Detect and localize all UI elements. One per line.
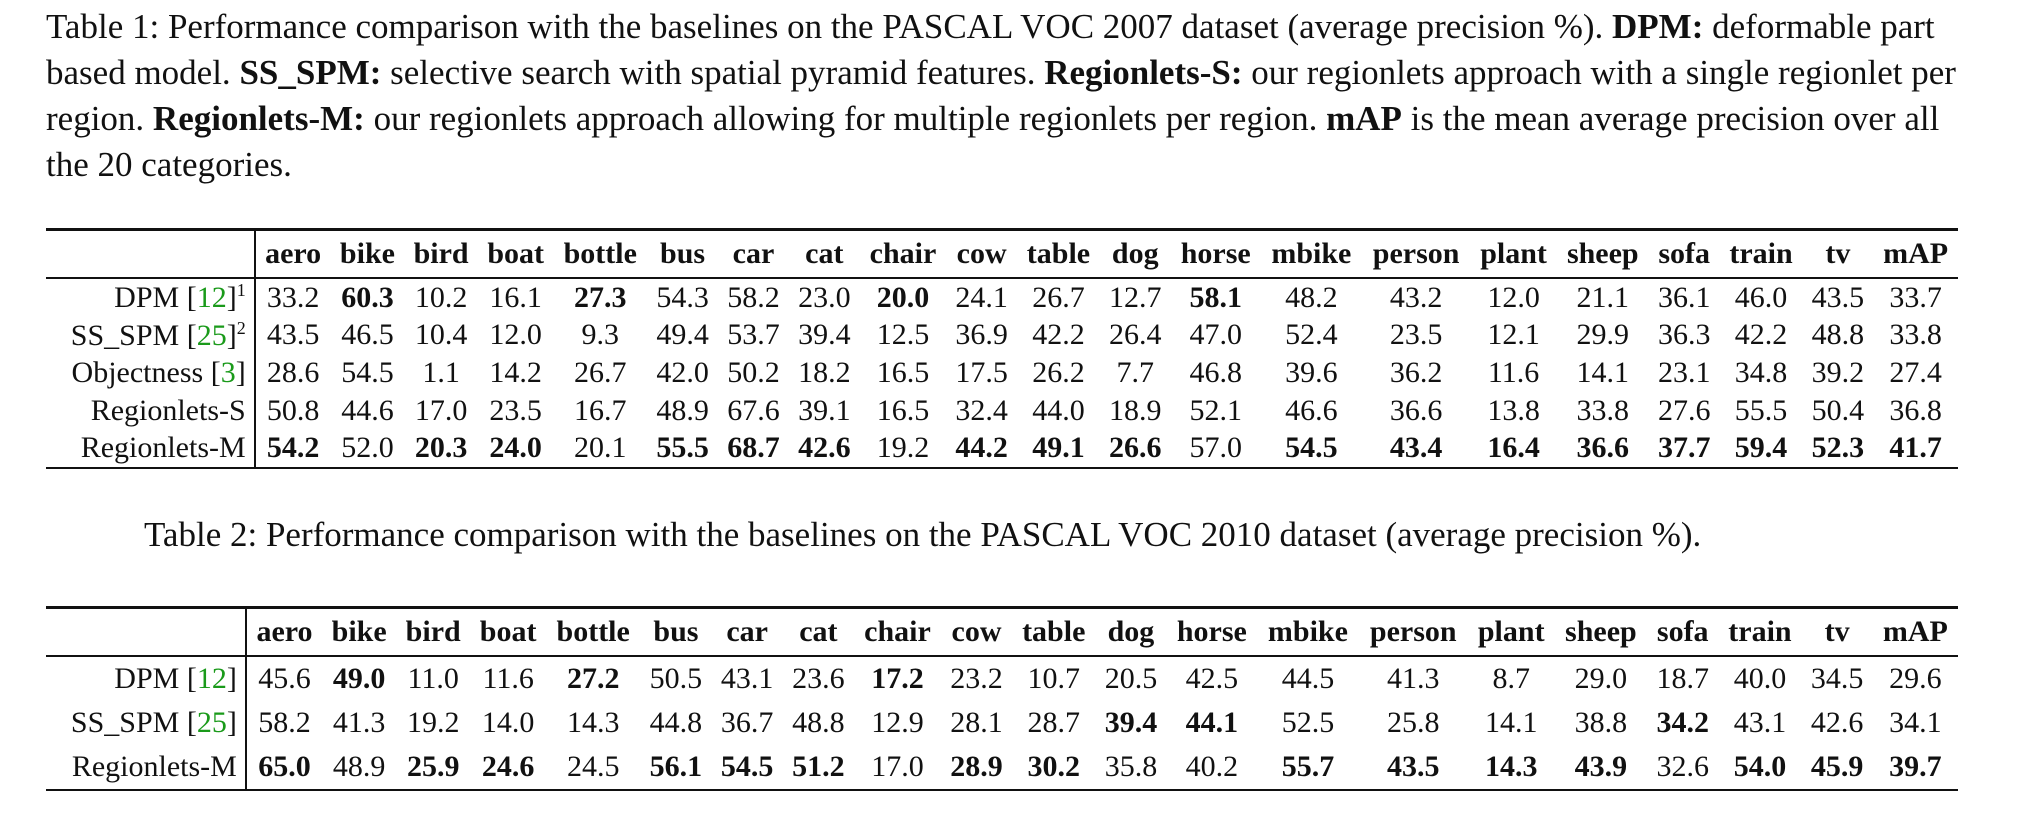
table-cell: 46.6 — [1285, 393, 1338, 427]
caption1-map-desc: is the mean average precision over all the 20 categories. — [46, 99, 1940, 184]
table-cell: 17.5 — [955, 355, 1008, 389]
table-cell: 12.0 — [1487, 280, 1540, 314]
column-header: boat — [470, 608, 546, 657]
table-cell: 52.5 — [1281, 706, 1335, 739]
table-cell: 50.2 — [727, 355, 780, 389]
column-header: plant — [1468, 608, 1555, 657]
table1-voc2007 — [46, 228, 1958, 469]
table-cell: 41.7 — [1889, 431, 1942, 465]
table-cell: 39.1 — [798, 393, 851, 427]
table-cell: 26.2 — [1032, 355, 1085, 389]
caption1-prefix: Table 1: Performance comparison with the baselines on the PASCAL VOC 2007 dataset (average precision %). — [46, 7, 1604, 46]
table-cell: 28.9 — [950, 750, 1003, 783]
table-cell: 58.2 — [727, 280, 780, 314]
table-cell: 24.5 — [566, 750, 620, 783]
column-header: cat — [789, 230, 860, 279]
table2-caption: Table 2: Performance comparison with the baselines on the PASCAL VOC 2010 dataset (average precision %). — [144, 515, 1702, 554]
table-cell: 58.1 — [1189, 280, 1242, 314]
table-cell: 54.5 — [341, 355, 394, 389]
table-cell: 48.8 — [1811, 318, 1865, 352]
table-cell: 47.0 — [1189, 318, 1242, 352]
table-cell: 50.4 — [1811, 393, 1865, 427]
table-cell: 23.2 — [950, 662, 1003, 695]
table-cell: 42.6 — [1810, 706, 1864, 739]
table-cell: 52.1 — [1189, 393, 1242, 427]
column-header: person — [1362, 230, 1470, 279]
table-cell: 24.6 — [481, 750, 535, 783]
column-header: cat — [783, 608, 854, 657]
column-header: mAP — [1873, 230, 1958, 279]
column-header: sofa — [1647, 608, 1718, 657]
table-cell: 20.5 — [1104, 662, 1158, 695]
table-cell: 67.6 — [727, 393, 780, 427]
column-header: train — [1718, 608, 1801, 657]
table-cell: 55.7 — [1281, 750, 1335, 783]
table-cell: 26.6 — [1109, 431, 1162, 465]
table-cell: 37.7 — [1657, 431, 1711, 465]
table-cell: 39.4 — [1104, 706, 1158, 739]
table-cell: 41.3 — [1387, 662, 1440, 695]
table-cell: 39.4 — [798, 318, 851, 352]
table-cell: 12.1 — [1487, 318, 1540, 352]
table-cell: 14.1 — [1484, 706, 1538, 739]
table-cell: 43.4 — [1389, 431, 1443, 465]
column-header: table — [1017, 230, 1100, 279]
table-cell: 49.0 — [332, 662, 386, 695]
table1-header-row — [46, 230, 1958, 279]
table-cell: 39.7 — [1889, 750, 1942, 783]
table-cell: 12.5 — [876, 318, 930, 352]
citation-ref: 25 — [196, 318, 227, 352]
table-cell: 51.2 — [792, 750, 845, 783]
table-cell: 27.4 — [1889, 355, 1942, 389]
table-cell: 45.6 — [258, 662, 311, 695]
column-header: boat — [478, 230, 553, 279]
column-header: dog — [1100, 230, 1171, 279]
method-name: SS_SPM — [70, 318, 180, 352]
table-cell: 1.1 — [422, 355, 460, 389]
table-cell: 16.5 — [876, 355, 930, 389]
table-cell: 50.5 — [649, 662, 703, 695]
column-header: sofa — [1649, 230, 1720, 279]
table-cell: 36.3 — [1657, 318, 1711, 352]
table-cell: 14.1 — [1576, 355, 1630, 389]
table-cell: 38.8 — [1574, 706, 1628, 739]
table-cell: 33.8 — [1889, 318, 1942, 352]
table-cell: 43.5 — [266, 318, 320, 352]
table-cell: 43.5 — [1811, 280, 1865, 314]
table-cell: 27.3 — [574, 280, 627, 314]
column-header: horse — [1171, 230, 1261, 279]
table-cell: 25.8 — [1387, 706, 1440, 739]
table-cell: 11.6 — [1487, 355, 1540, 389]
table-cell: 44.6 — [341, 393, 394, 427]
table-cell: 55.5 — [1734, 393, 1788, 427]
table-cell: 34.8 — [1734, 355, 1788, 389]
column-header: mbike — [1257, 608, 1359, 657]
table-cell: 42.0 — [656, 355, 709, 389]
table-cell: 35.8 — [1104, 750, 1158, 783]
method-name: Regionlets-S — [90, 393, 246, 427]
row-label: SS_SPM [25] — [46, 701, 246, 745]
table-cell: 50.8 — [266, 393, 320, 427]
table-cell: 7.7 — [1116, 355, 1155, 389]
table-cell: 43.5 — [1387, 750, 1440, 783]
column-header: bird — [404, 230, 478, 279]
table2-voc2010 — [46, 606, 1958, 791]
table-cell: 39.6 — [1285, 355, 1338, 389]
table-cell: 53.7 — [727, 318, 780, 352]
table-cell: 46.5 — [341, 318, 394, 352]
header-corner — [46, 608, 246, 657]
table-cell: 44.1 — [1185, 706, 1239, 739]
column-header: bus — [647, 230, 718, 279]
table-cell: 55.5 — [656, 431, 709, 465]
table-cell: 54.3 — [656, 280, 709, 314]
table-cell: 17.2 — [871, 662, 924, 695]
row-label: SS_SPM $[25]^2$ — [46, 317, 255, 355]
column-header: cow — [941, 608, 1012, 657]
table-cell: 14.0 — [481, 706, 535, 739]
caption1-rm-term: Regionlets-M: — [152, 99, 365, 138]
method-name: DPM — [114, 281, 180, 315]
column-header: bottle — [546, 608, 640, 657]
table-cell: 29.6 — [1889, 662, 1942, 695]
table-cell: 42.5 — [1185, 662, 1239, 695]
table-cell: 33.2 — [266, 280, 320, 314]
table-cell: 11.0 — [407, 662, 459, 695]
table-cell: 11.6 — [482, 662, 534, 695]
footnote-mark: 2 — [236, 317, 246, 338]
table-cell: 10.4 — [414, 318, 468, 352]
table-cell: 41.3 — [332, 706, 386, 739]
table-cell: 10.7 — [1027, 662, 1080, 695]
table-cell: 49.1 — [1032, 431, 1085, 465]
column-header: person — [1359, 608, 1468, 657]
table-cell: 28.7 — [1027, 706, 1080, 739]
table-cell: 36.8 — [1889, 393, 1942, 427]
column-header: bike — [331, 230, 405, 279]
table-cell: 33.8 — [1576, 393, 1630, 427]
table-cell: 43.1 — [1733, 706, 1787, 739]
table-cell: 48.9 — [656, 393, 709, 427]
table-cell: 29.9 — [1576, 318, 1630, 352]
table-cell: 21.1 — [1576, 280, 1630, 314]
header-corner — [46, 230, 255, 279]
caption1-sspm-term: SS_SPM: — [239, 53, 382, 92]
table-cell: 27.6 — [1657, 393, 1711, 427]
table-cell: 23.6 — [792, 662, 845, 695]
table-cell: 36.1 — [1657, 280, 1711, 314]
column-header: table — [1012, 608, 1095, 657]
table-cell: 18.7 — [1656, 662, 1709, 695]
table-cell: 43.2 — [1389, 280, 1443, 314]
table-cell: 52.4 — [1285, 318, 1338, 352]
table-cell: 12.9 — [871, 706, 924, 739]
table-cell: 27.2 — [566, 662, 620, 695]
table-cell: 46.8 — [1189, 355, 1242, 389]
table-cell: 23.5 — [1389, 318, 1443, 352]
table-cell: 34.1 — [1889, 706, 1942, 739]
citation-ref: 12 — [196, 662, 227, 695]
table-cell: 60.3 — [341, 280, 394, 314]
column-header: tv — [1802, 230, 1873, 279]
table-cell: 24.1 — [955, 280, 1008, 314]
table-cell: 54.0 — [1733, 750, 1787, 783]
table-cell: 57.0 — [1189, 431, 1242, 465]
table-cell: 40.2 — [1185, 750, 1239, 783]
caption1-dpm-term: DPM: — [1612, 7, 1704, 46]
table-cell: 23.0 — [798, 280, 851, 314]
caption1-rs-desc: our regionlets approach with a single regionlet per region. — [46, 53, 1956, 138]
method-name: DPM — [114, 662, 180, 695]
table-row — [46, 317, 1958, 355]
row-label: Objectness [3] — [46, 354, 255, 392]
row-label: DPM $[12]^1$ — [46, 278, 255, 317]
column-header: train — [1720, 230, 1803, 279]
column-header: aero — [255, 230, 331, 279]
caption1-dpm-desc: deformable part based model. — [46, 7, 1935, 92]
table-cell: 49.4 — [656, 318, 709, 352]
column-header: chair — [854, 608, 941, 657]
table-row — [46, 278, 1958, 317]
table-cell: 13.8 — [1487, 393, 1540, 427]
table-cell: 42.2 — [1032, 318, 1085, 352]
row-label — [46, 392, 255, 430]
table-cell: 12.7 — [1109, 280, 1162, 314]
method-name: Regionlets-M — [71, 750, 237, 783]
caption1-sspm-desc: selective search with spatial pyramid features. — [390, 53, 1036, 92]
table-cell: 36.6 — [1576, 431, 1630, 465]
row-label — [46, 745, 246, 790]
table-cell: 29.0 — [1574, 662, 1628, 695]
caption1-rs-term: Regionlets-S: — [1044, 53, 1243, 92]
table-cell: 23.5 — [489, 393, 542, 427]
table-cell: 32.4 — [955, 393, 1008, 427]
table-cell: 36.6 — [1389, 393, 1443, 427]
column-header: tv — [1802, 608, 1873, 657]
table-cell: 46.0 — [1734, 280, 1788, 314]
table-cell: 39.2 — [1811, 355, 1865, 389]
table-row — [46, 354, 1958, 392]
table-cell: 36.9 — [955, 318, 1008, 352]
citation-ref: 25 — [196, 706, 227, 739]
method-name: SS_SPM — [70, 706, 180, 739]
table-row — [46, 392, 1958, 430]
footnote-mark: 1 — [236, 280, 246, 301]
table-cell: 16.1 — [489, 280, 542, 314]
column-header: chair — [860, 230, 946, 279]
table-cell: 54.2 — [266, 431, 320, 465]
table-cell: 54.5 — [720, 750, 774, 783]
table-cell: 43.1 — [720, 662, 774, 695]
table-cell: 18.2 — [798, 355, 851, 389]
row-label: DPM [12] — [46, 656, 246, 701]
table-cell: 17.0 — [414, 393, 468, 427]
table-cell: 26.4 — [1109, 318, 1162, 352]
table-cell: 30.2 — [1027, 750, 1080, 783]
table-cell: 26.7 — [574, 355, 627, 389]
table-cell: 12.0 — [489, 318, 542, 352]
table-cell: 26.7 — [1032, 280, 1085, 314]
citation-ref: 12 — [196, 281, 227, 315]
table-cell: 68.7 — [727, 431, 780, 465]
column-header: mbike — [1261, 230, 1362, 279]
column-header: car — [712, 608, 783, 657]
method-name: Objectness — [71, 355, 204, 389]
table-cell: 32.6 — [1656, 750, 1709, 783]
table-cell: 54.5 — [1285, 431, 1338, 465]
table-cell: 34.5 — [1810, 662, 1864, 695]
table-cell: 58.2 — [258, 706, 311, 739]
table-cell: 25.9 — [406, 750, 460, 783]
column-header: bird — [396, 608, 470, 657]
table-cell: 16.4 — [1487, 431, 1540, 465]
table-cell: 24.0 — [489, 431, 542, 465]
table-cell: 56.1 — [649, 750, 703, 783]
table-cell: 40.0 — [1733, 662, 1787, 695]
table-cell: 28.6 — [266, 355, 320, 389]
table-cell: 48.9 — [332, 750, 386, 783]
table-cell: 42.2 — [1734, 318, 1788, 352]
column-header: bus — [640, 608, 711, 657]
table-cell: 44.8 — [649, 706, 703, 739]
citation-ref: 3 — [220, 355, 236, 389]
table-cell: 20.0 — [876, 280, 930, 314]
table-cell: 36.2 — [1389, 355, 1443, 389]
column-header: bike — [322, 608, 396, 657]
table-cell: 36.7 — [720, 706, 774, 739]
column-header: car — [718, 230, 789, 279]
table2-header-row — [46, 608, 1958, 657]
table-cell: 44.0 — [1032, 393, 1085, 427]
table-cell: 34.2 — [1656, 706, 1709, 739]
table-row — [46, 745, 1958, 790]
column-header: horse — [1167, 608, 1258, 657]
table-cell: 44.2 — [955, 431, 1008, 465]
column-header: aero — [246, 608, 322, 657]
table-row — [46, 429, 1958, 468]
column-header: cow — [946, 230, 1017, 279]
column-header: sheep — [1557, 230, 1649, 279]
table-cell: 17.0 — [871, 750, 924, 783]
method-name: Regionlets-M — [80, 431, 246, 465]
table-cell: 45.9 — [1810, 750, 1864, 783]
table-cell: 19.2 — [876, 431, 930, 465]
column-header: sheep — [1555, 608, 1647, 657]
table-cell: 16.5 — [876, 393, 930, 427]
table-cell: 48.2 — [1285, 280, 1338, 314]
table-cell: 14.3 — [566, 706, 620, 739]
table-cell: 10.2 — [414, 280, 468, 314]
table-row — [46, 656, 1958, 701]
table-cell: 52.3 — [1811, 431, 1865, 465]
table-cell: 20.3 — [414, 431, 468, 465]
row-label — [46, 429, 255, 468]
table-cell: 16.7 — [574, 393, 627, 427]
table-cell: 65.0 — [258, 750, 311, 783]
table-cell: 42.6 — [798, 431, 851, 465]
column-header: plant — [1470, 230, 1556, 279]
table-cell: 28.1 — [950, 706, 1003, 739]
table-cell: 43.9 — [1574, 750, 1628, 783]
table-cell: 48.8 — [792, 706, 845, 739]
table-cell: 14.3 — [1484, 750, 1538, 783]
table-cell: 14.2 — [489, 355, 542, 389]
column-header: dog — [1095, 608, 1166, 657]
table-row — [46, 701, 1958, 745]
caption1-rm-desc: our regionlets approach allowing for multiple regionlets per region. — [373, 99, 1318, 138]
column-header: mAP — [1873, 608, 1958, 657]
table-cell: 19.2 — [406, 706, 460, 739]
table-cell: 20.1 — [574, 431, 627, 465]
table-cell: 9.3 — [581, 318, 620, 352]
table-cell: 8.7 — [1492, 662, 1530, 695]
table-cell: 59.4 — [1734, 431, 1788, 465]
caption1-map-term: mAP — [1326, 99, 1402, 138]
table-cell: 52.0 — [341, 431, 394, 465]
column-header: bottle — [553, 230, 647, 279]
table-cell: 44.5 — [1281, 662, 1335, 695]
table1-caption — [46, 4, 1966, 188]
table-cell: 33.7 — [1889, 280, 1942, 314]
table-cell: 18.9 — [1109, 393, 1162, 427]
table-cell: 23.1 — [1657, 355, 1711, 389]
